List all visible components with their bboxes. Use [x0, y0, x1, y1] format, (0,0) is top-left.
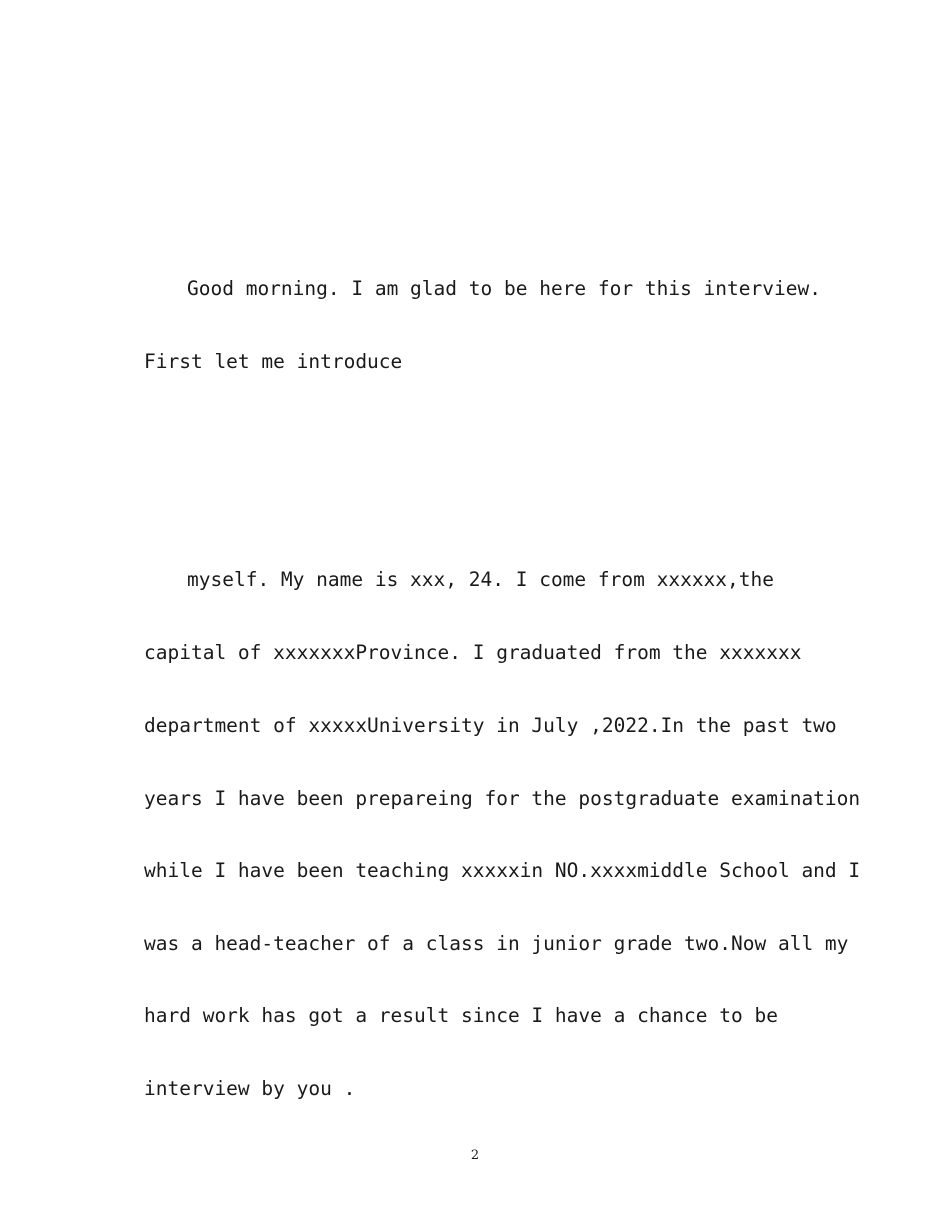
text-line: Good morning. I am glad to be here for this interview.: [187, 277, 821, 300]
text-line: First let me introduce: [144, 350, 403, 373]
page-number: 2: [470, 1148, 480, 1163]
text-line: years I have been prepareing for the postgraduate examination: [144, 787, 861, 810]
text-line: hard work has got a result since I have a chance to be: [144, 1004, 778, 1027]
text-line: department of xxxxxUniversity in July ,2022.In the past two: [144, 714, 837, 737]
text-line: myself. My name is xxx, 24. I come from xxxxxx,the: [187, 568, 774, 591]
text-line: while I have been teaching xxxxxin NO.xxxxmiddle School and I: [144, 859, 861, 882]
text-line: was a head-teacher of a class in junior grade two.Now all my: [144, 932, 849, 955]
text-line: interview by you .: [144, 1077, 356, 1100]
text-line: capital of xxxxxxxProvince. I graduated from the xxxxxxx: [144, 641, 802, 664]
